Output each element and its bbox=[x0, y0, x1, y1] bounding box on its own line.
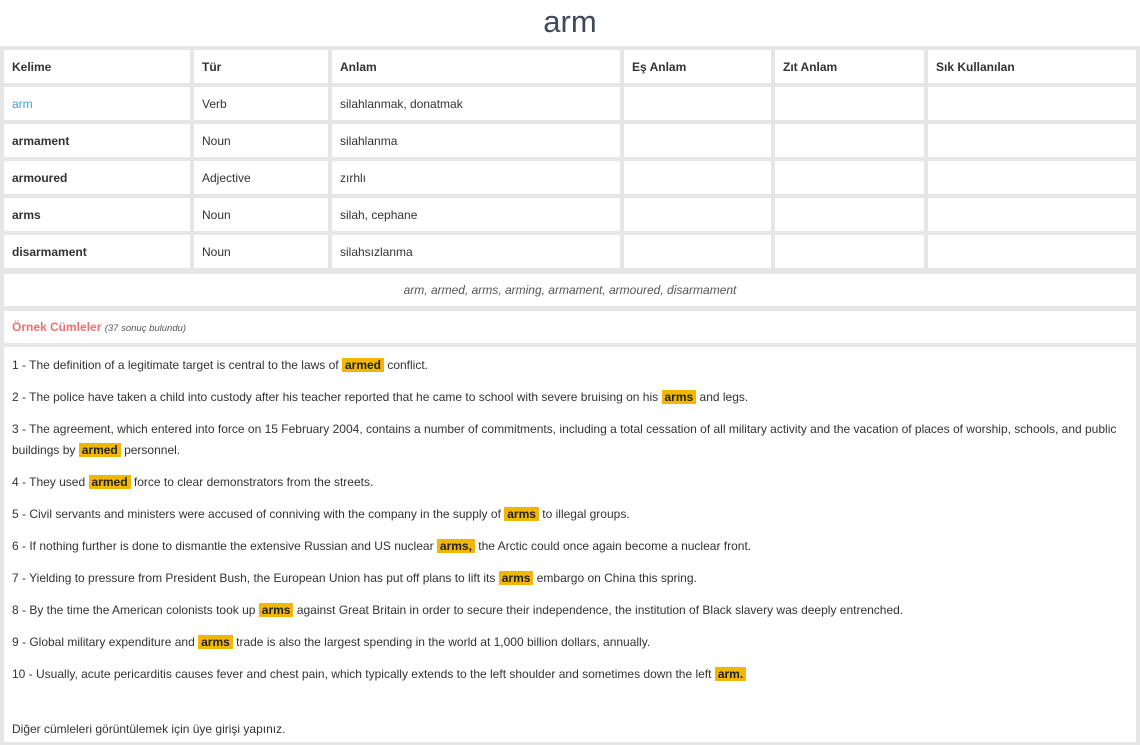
example-sentence bbox=[12, 419, 1128, 461]
sentence-text: force to clear demonstrators from the streets. bbox=[130, 475, 374, 489]
word-synonym bbox=[624, 198, 771, 231]
example-sentence bbox=[12, 472, 1128, 493]
sentence-text: conflict. bbox=[384, 358, 429, 372]
highlighted-word: arms bbox=[499, 571, 534, 585]
word-type: Noun bbox=[194, 124, 328, 157]
sentence-text: the Arctic could once again become a nuclear front. bbox=[474, 539, 752, 553]
table-row bbox=[4, 124, 1136, 157]
word-link-armament[interactable]: armament bbox=[4, 124, 190, 157]
word-common bbox=[928, 198, 1136, 231]
sentence-text: 6 - If nothing further is done to dismantle the extensive Russian and US nuclear bbox=[12, 539, 434, 553]
highlighted-word: arms bbox=[504, 507, 539, 521]
sentence-text: 4 - They used bbox=[12, 475, 86, 489]
word-meaning: silahlanma bbox=[332, 124, 620, 157]
word-synonym bbox=[624, 161, 771, 194]
word-meaning: silahlanmak, donatmak bbox=[332, 87, 620, 120]
example-sentence bbox=[12, 504, 1128, 525]
word-link-armoured[interactable]: armoured bbox=[4, 161, 190, 194]
word-antonym bbox=[775, 198, 924, 231]
word-synonym bbox=[624, 124, 771, 157]
word-antonym bbox=[775, 235, 924, 268]
sentence-text: against Great Britain in order to secure their independence, the institution of Black slavery was deeply entrenched. bbox=[293, 603, 904, 617]
header-zit-anlam: Zıt Anlam bbox=[775, 50, 924, 83]
highlighted-word: arms bbox=[198, 635, 233, 649]
table-header-row bbox=[4, 50, 1136, 83]
examples-label: Örnek Cümleler bbox=[12, 320, 102, 334]
table-row bbox=[4, 161, 1136, 194]
example-sentence bbox=[12, 387, 1128, 408]
example-sentence bbox=[12, 355, 1128, 376]
word-type: Adjective bbox=[194, 161, 328, 194]
table-row bbox=[4, 87, 1136, 120]
examples-count: (37 sonuç bulundu) bbox=[104, 323, 187, 334]
word-synonym bbox=[624, 87, 771, 120]
word-common bbox=[928, 124, 1136, 157]
examples-header bbox=[4, 311, 1136, 343]
sentence-text: 5 - Civil servants and ministers were accused of conniving with the company in the supply of bbox=[12, 507, 501, 521]
example-sentences bbox=[4, 347, 1136, 742]
word-type: Noun bbox=[194, 235, 328, 268]
sentence-text: 2 - The police have taken a child into custody after his teacher reported that he came to school with severe bruising on his bbox=[12, 390, 659, 404]
sentence-text: personnel. bbox=[120, 443, 181, 457]
word-antonym bbox=[775, 87, 924, 120]
highlighted-word: armed bbox=[342, 358, 384, 372]
header-anlam: Anlam bbox=[332, 50, 620, 83]
word-link-arms[interactable]: arms bbox=[4, 198, 190, 231]
highlighted-word: arms bbox=[259, 603, 294, 617]
word-common bbox=[928, 235, 1136, 268]
highlighted-word: arm. bbox=[715, 667, 746, 681]
table-row bbox=[4, 235, 1136, 268]
dictionary-board bbox=[0, 46, 1140, 745]
highlighted-word: armed bbox=[79, 443, 121, 457]
header-sik-kullanilan: Sık Kullanılan bbox=[928, 50, 1136, 83]
sentence-text: and legs. bbox=[696, 390, 749, 404]
example-sentence bbox=[12, 568, 1128, 589]
word-meaning: silahsızlanma bbox=[332, 235, 620, 268]
sentence-text: to illegal groups. bbox=[538, 507, 630, 521]
word-meaning: silah, cephane bbox=[332, 198, 620, 231]
login-prompt: Diğer cümleleri görüntülemek için üye girişi yapınız. bbox=[12, 722, 286, 736]
word-antonym bbox=[775, 161, 924, 194]
sentence-text: 7 - Yielding to pressure from President Bush, the European Union has put off plans to lift its bbox=[12, 571, 496, 585]
page-title: arm bbox=[543, 4, 597, 39]
word-forms: arm, armed, arms, arming, armament, armoured, disarmament bbox=[4, 274, 1136, 306]
sentence-text: 1 - The definition of a legitimate target is central to the laws of bbox=[12, 358, 339, 372]
header-tur: Tür bbox=[194, 50, 328, 83]
header-es-anlam: Eş Anlam bbox=[624, 50, 771, 83]
sentence-text: 10 - Usually, acute pericarditis causes fever and chest pain, which typically extends to the left shoulder and sometimes down the left bbox=[12, 667, 712, 681]
word-synonym bbox=[624, 235, 771, 268]
example-sentence bbox=[12, 600, 1128, 621]
word-type: Verb bbox=[194, 87, 328, 120]
word-antonym bbox=[775, 124, 924, 157]
word-common bbox=[928, 87, 1136, 120]
example-sentence bbox=[12, 664, 1128, 685]
highlighted-word: arms, bbox=[437, 539, 475, 553]
header-kelime: Kelime bbox=[4, 50, 190, 83]
example-sentence bbox=[12, 632, 1128, 653]
sentence-text: trade is also the largest spending in the world at 1,000 billion dollars, annually. bbox=[232, 635, 651, 649]
highlighted-word: arms bbox=[662, 390, 697, 404]
sentence-text: embargo on China this spring. bbox=[533, 571, 697, 585]
word-type: Noun bbox=[194, 198, 328, 231]
word-common bbox=[928, 161, 1136, 194]
table-row bbox=[4, 198, 1136, 231]
highlighted-word: armed bbox=[89, 475, 131, 489]
sentence-text: 9 - Global military expenditure and bbox=[12, 635, 195, 649]
word-table bbox=[0, 46, 1140, 272]
sentence-text: 3 - The agreement, which entered into force on 15 February 2004, contains a number of commitments, including a total cessation of all military activity and the vacation of places of worship, schools, and public buildings by bbox=[12, 422, 1117, 457]
word-meaning: zırhlı bbox=[332, 161, 620, 194]
word-link-disarmament[interactable]: disarmament bbox=[4, 235, 190, 268]
word-link-arm[interactable]: arm bbox=[4, 87, 190, 120]
sentence-text: 8 - By the time the American colonists took up bbox=[12, 603, 256, 617]
example-sentence bbox=[12, 536, 1128, 557]
